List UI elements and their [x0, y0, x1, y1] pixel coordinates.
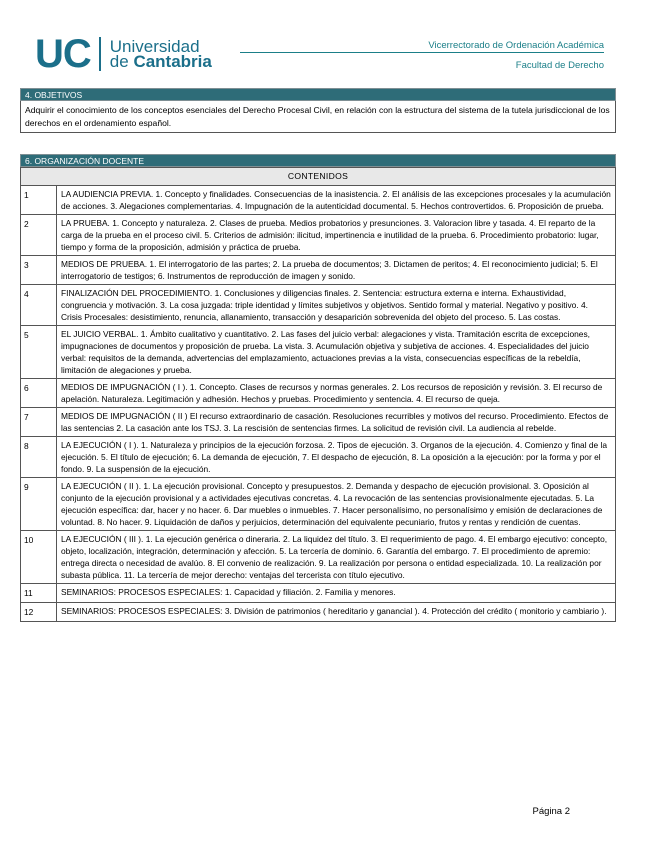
header-divider [240, 52, 604, 53]
logo-line-1: Universidad [109, 37, 200, 56]
table-row [21, 379, 616, 408]
table-row [21, 215, 616, 256]
row-content: LA EJECUCIÓN ( I ). 1. Naturaleza y principios de la ejecución forzosa. 2. Tipos de ejecución. 3. Organos de la ejecución. 4. Comienzo y final de la ejecución. 5. El título de ejecución; 6. La demanda de ejecución, 7. El despacho de ejecución, 8. La oposición a la ejecución: por la forma y por el fondo. 9. La suspensión de la ejecución. [57, 437, 616, 478]
row-content: LA EJECUCIÓN ( II ). 1. La ejecución provisional. Concepto y presupuestos. 2. Demanda y despacho de ejecución provisional. 3. Oposición al conjunto de la ejecución provisional y a actividades ejecutivas concretas. 4. La revocación de las sentencias provisionalmente ejecutadas. 5. La ejecución específica: dar, hacer y no hacer. 6. Dar muebles o inmuebles. 7. Hacer personalísimo, no personalísimo y emisión de declaraciones de voluntad. 8. No hacer. 9. Liquidación de daños y perjuicios, determinación del equivalente pecuniario, frutos y rentas y rendición de cuentas. [57, 478, 616, 531]
contenidos-column-header: CONTENIDOS [21, 168, 616, 186]
row-content: LA PRUEBA. 1. Concepto y naturaleza. 2. Clases de prueba. Medios probatorios y presunciones. 3. Valoracion libre y tasada. 4. El reparto de la carga de la prueba en el proceso civil. 5. Criterios de admisión: ilicitud, impertinencia e inutilidad de la prueba. 6. Procedimiento probatorio: lugar, tiempo y forma de la proposición, admisión y práctica de prueba. [57, 215, 616, 256]
row-content: SEMINARIOS: PROCESOS ESPECIALES: 3. División de patrimonios ( hereditario y ganancial ). 4. Protección del crédito ( monitorio y cambiario ). [57, 603, 616, 622]
logo-wordmark [110, 39, 212, 69]
row-content: FINALIZACIÓN DEL PROCEDIMIENTO. 1. Conclusiones y diligencias finales. 2. Sentencia: estructura externa e interna. Exhaustividad, congruencia y motivación. 3. La cosa juzgada: triple identidad y límites subjetivos y objetivos. Sentido formal y material. Negativo y positivo. 4. Crisis Procesales: desistimiento, renuncia, allanamiento, transacción y desaparición sobrevenida del objeto del proceso. 5. Las costas. [57, 285, 616, 326]
table-row [21, 531, 616, 584]
logo-line-2-prefix: de [109, 52, 129, 71]
row-number: 12 [21, 603, 57, 622]
university-logo [35, 32, 212, 76]
logo-line-2-bold: Cantabria [133, 52, 212, 71]
row-content: LA AUDIENCIA PREVIA. 1. Concepto y finalidades. Consecuencias de la inasistencia. 2. El análisis de las excepciones procesales y la acumulación de acciones. 3. Alegaciones complementarias. 4. Impugnación de la autenticidad documental. 5. Hechos controvertidos. 6. Proposición de prueba. [57, 186, 616, 215]
objetivos-heading: 4. OBJETIVOS [20, 88, 616, 101]
logo-line-2 [110, 54, 212, 69]
logo-divider [99, 37, 101, 71]
table-row [21, 603, 616, 622]
objetivos-text: Adquirir el conocimiento de los conceptos esenciales del Derecho Procesal Civil, en relación con la estructura del sistema de la tutela jurisdiccional de los derechos en el ordenamiento español. [20, 101, 616, 133]
row-number: 7 [21, 408, 57, 437]
table-row [21, 285, 616, 326]
table-row [21, 256, 616, 285]
row-number: 5 [21, 326, 57, 379]
row-number: 4 [21, 285, 57, 326]
row-content: SEMINARIOS: PROCESOS ESPECIALES: 1. Capacidad y filiación. 2. Familia y menores. [57, 584, 616, 603]
row-number: 2 [21, 215, 57, 256]
facultad-label: Facultad de Derecho [515, 60, 604, 71]
row-content: MEDIOS DE IMPUGNACIÓN ( I ). 1. Concepto. Clases de recursos y normas generales. 2. Los recursos de reposición y revisión. 3. El recurso de apelación. Naturaleza. Legitimación y adhesión. Hechos y pruebas. Procedimiento y sentencia. 4. El recurso de queja. [57, 379, 616, 408]
table-row [21, 408, 616, 437]
row-number: 8 [21, 437, 57, 478]
table-row [21, 186, 616, 215]
row-content: MEDIOS DE PRUEBA. 1. El interrogatorio de las partes; 2. La prueba de documentos; 3. Dictamen de peritos; 4. El reconocimiento judicial; 5. El interrogatorio de testigos; 6. Instrumentos de reproducción de imagen y sonido. [57, 256, 616, 285]
row-number: 3 [21, 256, 57, 285]
table-row [21, 478, 616, 531]
row-number: 10 [21, 531, 57, 584]
table-row [21, 437, 616, 478]
row-number: 11 [21, 584, 57, 603]
table-row [21, 584, 616, 603]
row-content: EL JUICIO VERBAL. 1. Ámbito cualitativo y cuantitativo. 2. Las fases del juicio verbal: alegaciones y vista. Tramitación escrita de excepciones, impugnaciones de documentos y proposición de prueba. La vista. 3. Acumulación objetiva y subjetiva de acciones. 4. Especialidades del juicio verbal: requisitos de la demanda, advertencias del emplazamiento, actuaciones previas a la vista, consecuencias específicas de la rebeldía, limitación de alegaciones y prueba. [57, 326, 616, 379]
row-content: LA EJECUCIÓN ( III ). 1. La ejecución genérica o dineraria. 2. La liquidez del título. 3. El requerimiento de pago. 4. El embargo ejecutivo: concepto, objeto, localización, integración, determinación y afección. 5. La tercería de dominio. 6. Garantía del embargo. 7. El procedimiento de apremio: entrega directa o necesidad de avalúo. 8. El convenio de realización. 9. La realización por persona o entidad especializada. 10. La realización por subasta pública. 11. La tercería de mejor derecho: ventajas del tercerista con título ejecutivo. [57, 531, 616, 584]
vicerrectorado-label: Vicerrectorado de Ordenación Académica [428, 40, 604, 51]
table-header-row [21, 168, 616, 186]
contenidos-table [20, 167, 616, 622]
organizacion-heading: 6. ORGANIZACIÓN DOCENTE [20, 154, 616, 167]
row-content: MEDIOS DE IMPUGNACIÓN ( II ) El recurso extraordinario de casación. Resoluciones recurribles y motivos del recurso. Procedimiento. Efectos de las sentencias 2. La casación ante los TSJ. 3. La rescisión de sentencias firmes. La solicitud de revisión civil. La audiencia al rebelde. [57, 408, 616, 437]
table-row [21, 326, 616, 379]
row-number: 1 [21, 186, 57, 215]
row-number: 9 [21, 478, 57, 531]
row-number: 6 [21, 379, 57, 408]
page-number: Página 2 [532, 806, 570, 817]
logo-uc-mark: UC [35, 32, 91, 76]
